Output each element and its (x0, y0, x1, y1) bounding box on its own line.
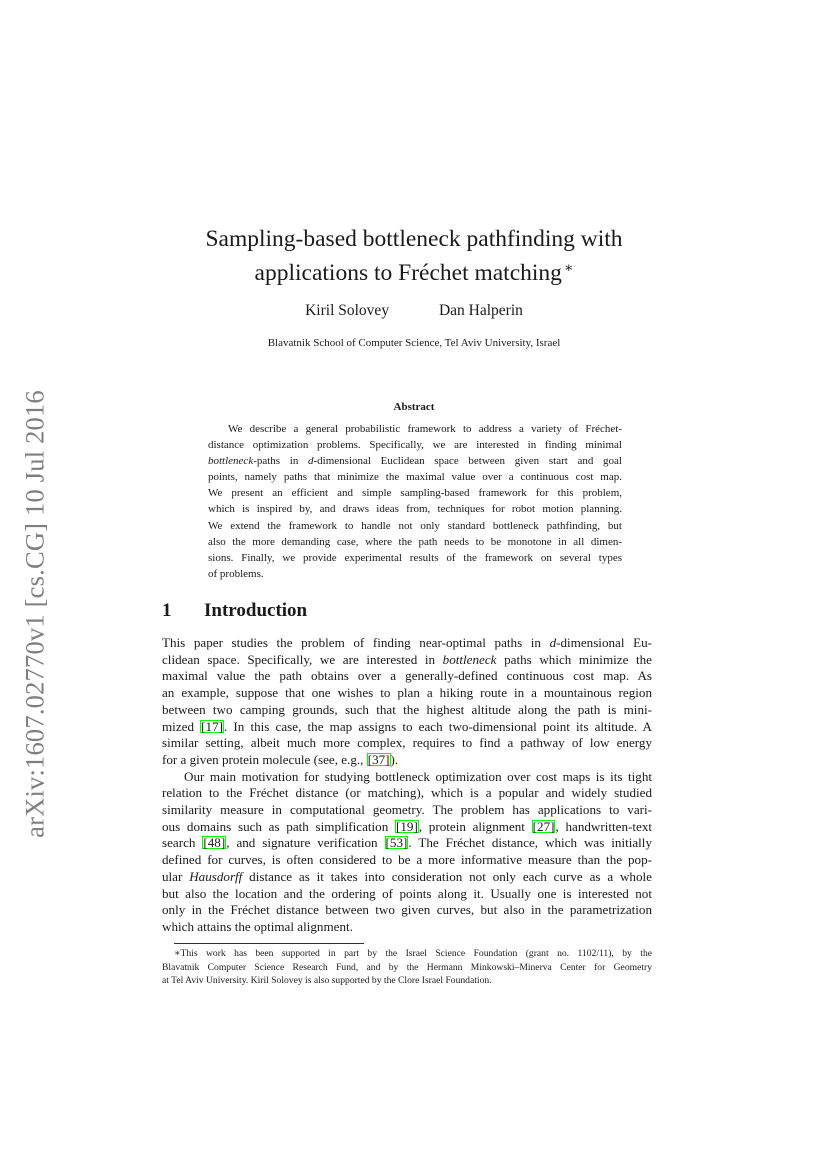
body-line: similarity measure in computational geometry. The problem has applications to vari- (162, 802, 652, 818)
footnote-line: at Tel Aviv University. Kiril Solovey is also supported by the Clore Israel Foundation. (162, 975, 492, 987)
body-line: only in the Fréchet distance between two given curves, but also in the parametrization (162, 902, 652, 918)
abstract-line: distance optimization problems. Specifically, we are interested in finding minimal (208, 439, 622, 452)
body-line: similar setting, albeit much more complex, requires to find a pathway of low energy (162, 735, 652, 751)
author-list (0, 302, 828, 320)
body-line: This paper studies the problem of finding near-optimal paths in d-dimensional Eu- (162, 635, 652, 650)
body-line: an example, suppose that one wishes to plan a hiking route in a mountainous region (162, 685, 652, 701)
citation-link[interactable]: [27] (532, 818, 555, 834)
abstract-line: bottleneck-paths in d-dimensional Euclidean space between given start and goal (208, 455, 622, 468)
body-line: which attains the optimal alignment. (162, 918, 353, 934)
abstract-line: sions. Finally, we provide experimental results of the framework on several types (208, 551, 622, 564)
body-line: defined for curves, is often considered to be a more informative measure than the pop- (162, 852, 652, 868)
author-name: Kiril Solovey (305, 302, 390, 319)
title-line-2: applications to Fréchet matching (254, 260, 562, 286)
body-line: but also the location and the ordering of points along it. Usually one is interested not (162, 885, 652, 901)
arxiv-identifier-stamp (18, 372, 52, 856)
body-line: maximal value the path obtains over a generally-defined continuous cost map. As (162, 668, 652, 684)
introduction-text (162, 635, 652, 936)
paper-title (0, 224, 828, 288)
citation-link[interactable]: [48] (203, 835, 226, 851)
citation-link[interactable]: [37] (367, 751, 390, 767)
footnote-divider (174, 943, 364, 944)
affiliation: Blavatnik School of Computer Science, Tel Aviv University, Israel (267, 337, 561, 349)
body-line: ular Hausdorff distance as it takes into consideration not only each curve as a whole (162, 868, 652, 884)
section-number: 1 (162, 600, 172, 621)
section-title: Introduction (204, 600, 308, 621)
section-heading (162, 600, 307, 622)
body-line: between two camping grounds, such that the highest altitude along the path is mini- (162, 701, 652, 717)
abstract-line: of problems. (208, 567, 264, 580)
footnote-line: Blavatnik Computer Science Research Fund, and by the Hermann Minkowski–Minerva Center for Geometry (162, 961, 652, 973)
abstract-line: We extend the framework to handle not only standard bottleneck pathfinding, but (208, 519, 622, 532)
body-line: Our main motivation for studying bottleneck optimization over cost maps is its tight (184, 768, 652, 784)
title-footnote-mark: ∗ (563, 261, 574, 276)
arxiv-identifier-text: arXiv:1607.02770v1 [cs.CG] 10 Jul 2016 (19, 390, 50, 838)
abstract-line: We describe a general probabilistic framework to address a variety of Fréchet- (228, 423, 622, 435)
abstract-text (208, 421, 622, 582)
body-line: ous domains such as path simplification [19], protein alignment [27], handwritten-text (162, 818, 652, 834)
abstract-line: We present an efficient and simple sampling-based framework for this problem, (208, 487, 622, 500)
abstract-line: points, namely paths that minimize the maximal value over a continuous cost map. (208, 471, 622, 484)
title-line-1: Sampling-based bottleneck pathfinding with (205, 226, 623, 252)
body-line: relation to the Fréchet distance (or matching), which is a popular and widely studied (162, 785, 652, 801)
abstract-line: also the more demanding case, where the path needs to be monotone in all dimen- (208, 535, 622, 548)
body-line: clidean space. Specifically, we are interested in bottleneck paths which minimize the (162, 651, 652, 667)
author-name: Dan Halperin (438, 302, 523, 319)
citation-link[interactable]: [53] (385, 835, 408, 851)
footnote-line: ∗This work has been supported in part by the Israel Science Foundation (grant no. 1102/11), by the (174, 948, 652, 959)
body-line: mized [17]. In this case, the map assigns to each two-dimensional point its altitude. A (162, 718, 652, 734)
abstract-heading: Abstract (393, 401, 435, 413)
body-line: search [48], and signature verification [53]. The Fréchet distance, which was initially (162, 835, 652, 851)
abstract-line: which is inspired by, and draws ideas from, techniques for robot motion planning. (208, 503, 622, 516)
citation-link[interactable]: [19] (395, 818, 418, 834)
citation-link[interactable]: [17] (201, 718, 223, 734)
footnote (162, 947, 652, 988)
body-line: for a given protein molecule (see, e.g., [37]). (162, 751, 399, 767)
